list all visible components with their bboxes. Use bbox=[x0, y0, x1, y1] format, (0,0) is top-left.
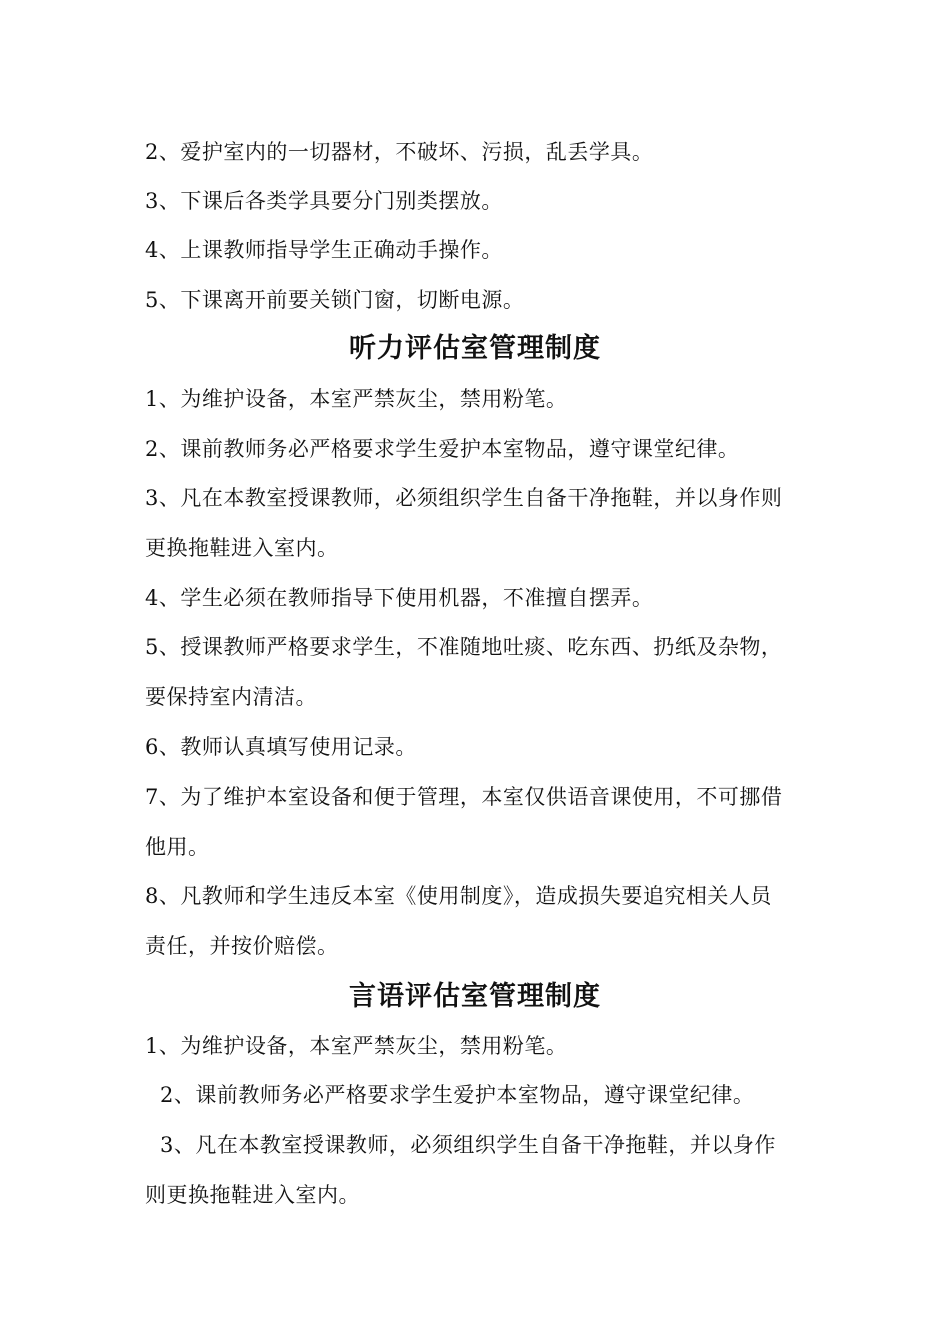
rule-item: 7、为了维护本室设备和便于管理，本室仅供语音课使用，不可挪借 bbox=[145, 785, 783, 809]
section-title-hearing: 听力评估室管理制度 bbox=[349, 333, 601, 364]
rule-item: 4、上课教师指导学生正确动手操作。 bbox=[145, 238, 503, 262]
rule-item: 2、课前教师务必严格要求学生爱护本室物品，遵守课堂纪律。 bbox=[145, 437, 740, 461]
rule-item: 3、下课后各类学具要分门别类摆放。 bbox=[145, 189, 503, 213]
section-title-speech: 言语评估室管理制度 bbox=[349, 981, 601, 1012]
rule-item-continuation: 则更换拖鞋进入室内。 bbox=[145, 1183, 360, 1207]
rule-item: 2、课前教师务必严格要求学生爱护本室物品，遵守课堂纪律。 bbox=[160, 1083, 755, 1107]
rule-item: 5、授课教师严格要求学生，不准随地吐痰、吃东西、扔纸及杂物， bbox=[145, 635, 783, 659]
rule-item: 4、学生必须在教师指导下使用机器，不准擅自摆弄。 bbox=[145, 586, 654, 610]
rule-item: 1、为维护设备，本室严禁灰尘，禁用粉笔。 bbox=[145, 387, 568, 411]
rule-item-continuation: 更换拖鞋进入室内。 bbox=[145, 536, 339, 560]
rule-item: 2、爱护室内的一切器材，不破坏、污损，乱丢学具。 bbox=[145, 140, 654, 164]
rule-item: 5、下课离开前要关锁门窗，切断电源。 bbox=[145, 288, 525, 312]
rule-item: 6、教师认真填写使用记录。 bbox=[145, 735, 417, 759]
rule-item: 8、凡教师和学生违反本室《使用制度》，造成损失要追究相关人员 bbox=[145, 884, 772, 908]
rule-item: 1、为维护设备，本室严禁灰尘，禁用粉笔。 bbox=[145, 1034, 568, 1058]
rule-item: 3、凡在本教室授课教师，必须组织学生自备干净拖鞋，并以身作 bbox=[160, 1133, 776, 1157]
rule-item: 3、凡在本教室授课教师，必须组织学生自备干净拖鞋，并以身作则 bbox=[145, 486, 783, 510]
rule-item-continuation: 他用。 bbox=[145, 835, 210, 859]
rule-item-continuation: 要保持室内清洁。 bbox=[145, 685, 317, 709]
rule-item-continuation: 责任，并按价赔偿。 bbox=[145, 934, 339, 958]
